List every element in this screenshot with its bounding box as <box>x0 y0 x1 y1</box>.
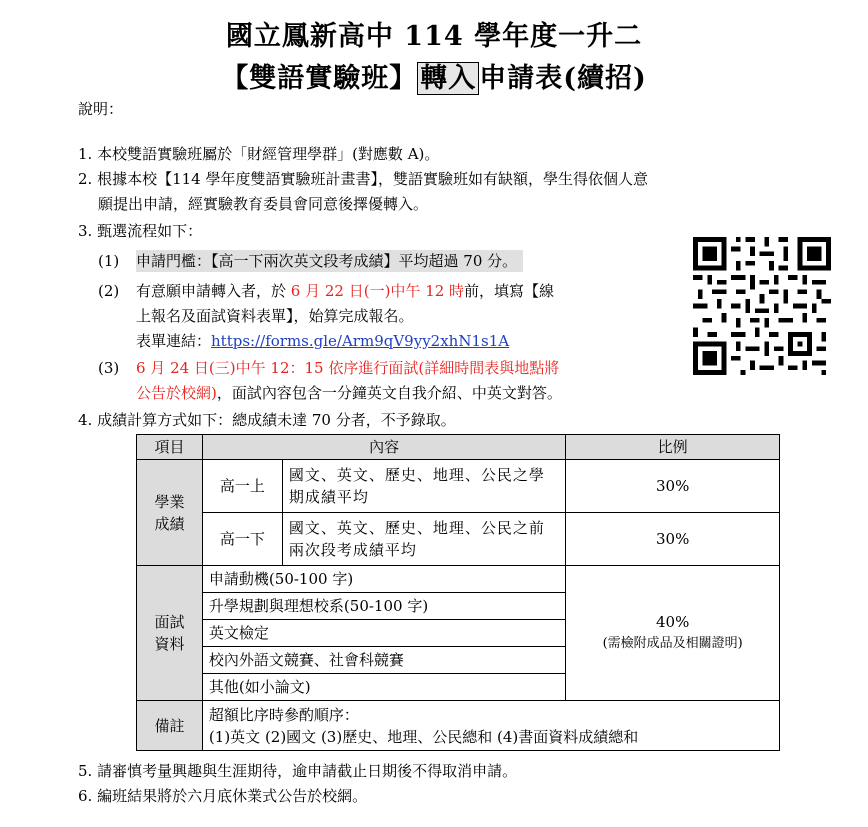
step-3-line1: 6 月 24 日(三)中午 12：15 依序進行面試(詳細時間表與地點將 <box>136 359 560 377</box>
item-1: 1. 本校雙語實驗班屬於「財經管理學群」(對應數 A)。 <box>78 145 440 163</box>
qr-code-icon[interactable] <box>693 237 831 375</box>
semester-1-ratio: 30% <box>566 460 780 513</box>
page-title: 國立鳳新高中 114 學年度一升二 <box>225 21 643 52</box>
interview-item: 升學規劃與理想校系(50-100 字) <box>202 593 565 620</box>
semester-1-content: 國文、英文、歷史、地理、公民之學期成績平均 <box>282 460 566 513</box>
subtitle-suffix: 申請表(續招) <box>479 63 647 94</box>
step-3-red2: 公告於校網) <box>136 384 217 402</box>
interview-label-2: 資料 <box>154 635 185 653</box>
remark-line-1: 超額比序時參酌順序： <box>208 705 359 724</box>
interview-item: 其他(如小論文) <box>202 674 565 701</box>
intro-label: 說明： <box>78 100 124 118</box>
semester-2-content: 國文、英文、歷史、地理、公民之前兩次段考成績平均 <box>282 513 566 566</box>
step-2-line2: 上報名及面試資料表單】，始算完成報名。 <box>136 307 414 325</box>
academic-label-1: 學業 <box>154 492 185 511</box>
table-header-row <box>137 435 780 460</box>
interview-ratio-cell <box>566 566 780 701</box>
interview-item: 校內外語文競賽、社會科競賽 <box>202 647 565 674</box>
item-5: 5. 請審慎考量興趣與生涯期待，逾申請截止日期後不得取消申請。 <box>78 762 518 780</box>
interview-label <box>137 566 203 701</box>
step-3-num: (3) <box>98 359 120 377</box>
step-3-post: ，面試內容包含一分鐘英文自我介紹、中英文對答。 <box>216 384 562 402</box>
interview-ratio: 40% <box>655 613 690 631</box>
semester-2-ratio: 30% <box>566 513 780 566</box>
table-row <box>137 701 780 751</box>
interview-item: 英文檢定 <box>202 620 565 647</box>
remark-label: 備註 <box>137 701 203 751</box>
table-row <box>137 513 780 566</box>
table-header: 內容 <box>202 435 565 460</box>
interview-label-1: 面試 <box>154 613 185 631</box>
interview-item: 申請動機(50-100 字) <box>202 566 565 593</box>
step-2-pre: 有意願申請轉入者，於 <box>136 282 291 300</box>
academic-label <box>137 460 203 566</box>
step-2-line1 <box>136 280 554 302</box>
page-subtitle <box>0 56 868 95</box>
remark-content <box>202 701 779 751</box>
item-3: 3. 甄選流程如下： <box>78 222 203 240</box>
table-header: 比例 <box>566 435 780 460</box>
step-2-deadline: 6 月 22 日(一)中午 12 時 <box>290 282 465 300</box>
step-3-line2 <box>136 382 562 404</box>
step-1-text: 申請門檻：【高一下兩次英文段考成績】平均超過 70 分。 <box>136 250 523 272</box>
semester-2: 高一下 <box>202 513 282 566</box>
step-2-num: (2) <box>98 282 120 300</box>
score-table <box>136 434 780 751</box>
subtitle-boxed: 轉入 <box>417 62 479 95</box>
subtitle-prefix: 【雙語實驗班】 <box>221 63 418 94</box>
step-2-post: 前，填寫【線 <box>464 282 555 300</box>
step-1-num: (1) <box>98 252 120 270</box>
semester-1: 高一上 <box>202 460 282 513</box>
step-2-link-row <box>136 330 509 352</box>
remark-line-2: (1)英文 (2)國文 (3)歷史、地理、公民總和 (4)書面資料成績總和 <box>208 727 639 746</box>
item-2-line2: 願提出申請，經實驗教育委員會同意後擇優轉入。 <box>98 195 429 213</box>
item-4: 4. 成績計算方式如下：總成績未達 70 分者，不予錄取。 <box>78 411 456 429</box>
form-link-label: 表單連結： <box>136 332 212 350</box>
table-row <box>137 566 780 593</box>
table-header: 項目 <box>137 435 203 460</box>
item-2-line1: 2. 根據本校【114 學年度雙語實驗班計畫書】，雙語實驗班如有缺額，學生得依個人意 <box>78 170 648 188</box>
table-row <box>137 460 780 513</box>
item-6: 6. 編班結果將於六月底休業式公告於校網。 <box>78 787 368 805</box>
form-link[interactable]: https://forms.gle/Arm9qV9yy2xhN1s1A <box>211 332 510 350</box>
interview-note: (需檢附成品及相關證明) <box>602 636 743 651</box>
academic-label-2: 成績 <box>154 514 185 533</box>
